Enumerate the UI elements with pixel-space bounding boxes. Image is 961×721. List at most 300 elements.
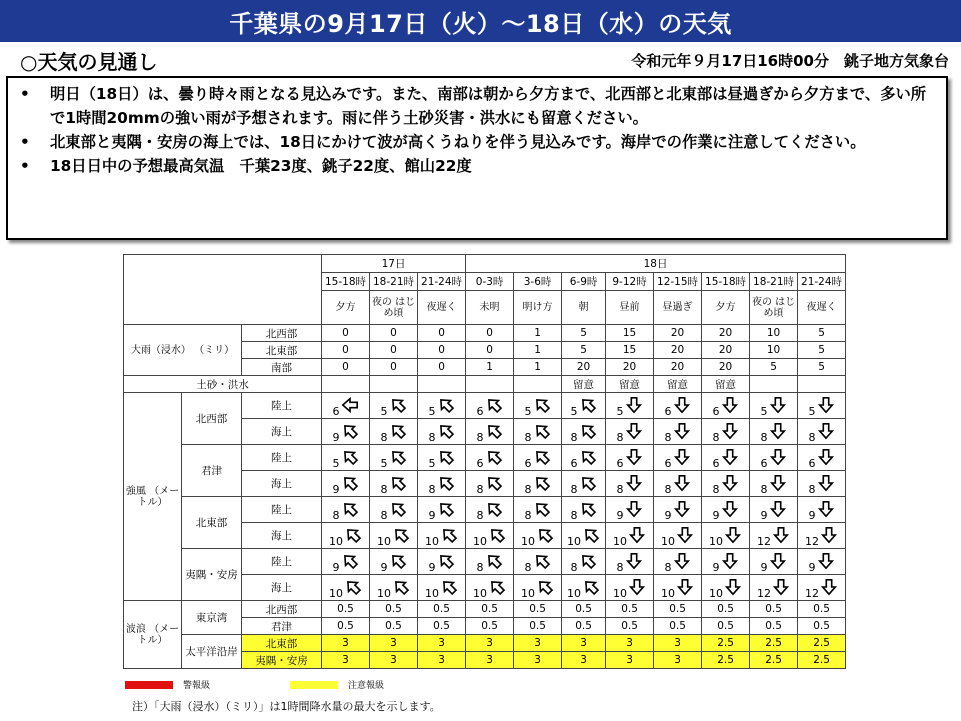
wind-speed: 10 (613, 586, 628, 600)
wind-cell (798, 523, 846, 549)
land-label: 陸上 (242, 445, 322, 471)
wind-cell (322, 471, 370, 497)
wind-speed: 10 (521, 534, 536, 548)
wind-value (750, 446, 797, 470)
wind-speed: 10 (425, 534, 440, 548)
period-header: 夕方 (322, 291, 370, 325)
wind-value (370, 524, 417, 548)
wind-value (370, 420, 417, 444)
wind-speed: 9 (712, 560, 720, 574)
wind-arrow-icon (389, 396, 407, 414)
wind-speed: 10 (567, 534, 582, 548)
land-label: 陸上 (242, 549, 322, 575)
wind-speed: 10 (521, 586, 536, 600)
wind-value (322, 498, 369, 522)
wind-arrow-icon (579, 500, 597, 518)
wind-arrow-icon (817, 448, 835, 466)
wind-arrow-icon (440, 526, 458, 544)
wind-value (702, 394, 749, 418)
bullet-item (20, 154, 936, 178)
landslide-value: 留意 (702, 376, 750, 393)
rain-value: 0 (322, 359, 370, 376)
area-label: 北東部 (242, 342, 322, 359)
day-header: 17日 (322, 255, 466, 273)
wind-cell (466, 549, 514, 575)
wind-arrow-icon (772, 526, 790, 544)
wind-cell (562, 575, 606, 601)
wave-value: 3 (562, 652, 606, 669)
wind-value (562, 498, 605, 522)
area-label: 夷隅・安房 (182, 549, 242, 601)
wind-cell (606, 523, 654, 549)
wind-arrow-icon (772, 578, 790, 596)
wind-value (606, 472, 653, 496)
wave-value: 3 (322, 635, 370, 652)
rain-value: 0 (370, 342, 418, 359)
wave-value: 0.5 (750, 618, 798, 635)
wind-cell (418, 497, 466, 523)
period-header: 未明 (466, 291, 514, 325)
wind-cell (322, 523, 370, 549)
rain-value: 0 (370, 325, 418, 342)
bullet-item (20, 130, 936, 154)
wind-cell (654, 419, 702, 445)
wind-value (466, 472, 513, 496)
wind-speed: 6 (664, 404, 672, 418)
wind-speed: 5 (380, 456, 388, 470)
wind-arrow-icon (721, 448, 739, 466)
wind-arrow-icon (724, 578, 742, 596)
wind-value (702, 472, 749, 496)
wind-cell (370, 471, 418, 497)
wind-value (466, 550, 513, 574)
time-header: 6-9時 (562, 273, 606, 291)
wind-cell (702, 393, 750, 419)
wave-label: 波浪 （メートル） (124, 601, 182, 669)
wind-arrow-icon (724, 526, 742, 544)
wave-value: 2.5 (798, 635, 846, 652)
wave-value: 0.5 (466, 601, 514, 618)
wind-speed: 5 (616, 404, 624, 418)
wind-cell (606, 393, 654, 419)
wave-value: 0.5 (418, 601, 466, 618)
wind-value (702, 576, 749, 600)
wind-arrow-icon (485, 552, 503, 570)
wind-arrow-icon (533, 552, 551, 570)
rain-value: 20 (562, 359, 606, 376)
wind-speed: 8 (428, 430, 436, 444)
wind-arrow-icon (579, 448, 597, 466)
wind-speed: 6 (524, 456, 532, 470)
wind-value (418, 524, 465, 548)
wind-value (750, 498, 797, 522)
wind-cell (606, 419, 654, 445)
wind-arrow-icon (673, 500, 691, 518)
wind-cell (466, 497, 514, 523)
rain-value: 0 (418, 325, 466, 342)
wave-value: 3 (418, 635, 466, 652)
wind-arrow-icon (341, 422, 359, 440)
table-row (124, 376, 894, 393)
wind-arrow-icon (628, 578, 646, 596)
wave-value: 3 (514, 652, 562, 669)
wind-speed: 8 (616, 482, 624, 496)
wind-cell (750, 575, 798, 601)
time-header: 0-3時 (466, 273, 514, 291)
wind-speed: 6 (760, 456, 768, 470)
bullet-mark: • (20, 157, 30, 175)
wave-value: 3 (654, 652, 702, 669)
wind-arrow-icon (769, 396, 787, 414)
wind-cell (562, 497, 606, 523)
wind-value (702, 498, 749, 522)
wind-speed: 8 (616, 430, 624, 444)
wind-arrow-icon (533, 474, 551, 492)
wind-value (606, 394, 653, 418)
wind-arrow-icon (533, 500, 551, 518)
wind-speed: 10 (567, 586, 582, 600)
wind-cell (562, 549, 606, 575)
table-row (124, 635, 894, 652)
area-label: 北東部 (242, 635, 322, 652)
wind-arrow-icon (389, 474, 407, 492)
wave-value: 0.5 (370, 618, 418, 635)
period-header: 夜の はじめ頃 (750, 291, 798, 325)
wind-value (466, 576, 513, 600)
wind-value (750, 394, 797, 418)
wind-speed: 8 (760, 482, 768, 496)
wind-arrow-icon (582, 578, 600, 596)
wind-value (750, 524, 797, 548)
wind-value (322, 576, 369, 600)
wind-value (654, 420, 701, 444)
wind-value (466, 498, 513, 522)
table-row (124, 393, 894, 419)
wind-value (798, 498, 845, 522)
wind-arrow-icon (676, 526, 694, 544)
wind-arrow-icon (721, 552, 739, 570)
time-header: 15-18時 (322, 273, 370, 291)
sea-label: 海上 (242, 471, 322, 497)
wind-speed: 8 (524, 430, 532, 444)
wave-value: 0.5 (322, 618, 370, 635)
wind-arrow-icon (673, 552, 691, 570)
wind-value (606, 524, 653, 548)
wind-value (418, 550, 465, 574)
wave-value: 2.5 (750, 635, 798, 652)
wind-speed: 10 (661, 586, 676, 600)
time-header: 18-21時 (370, 273, 418, 291)
wave-value: 3 (606, 652, 654, 669)
wind-cell (702, 497, 750, 523)
wind-cell (514, 419, 562, 445)
rain-value: 5 (750, 359, 798, 376)
wind-cell (750, 497, 798, 523)
wind-speed: 9 (712, 508, 720, 522)
table-row (124, 601, 894, 618)
wind-value (606, 446, 653, 470)
wind-speed: 6 (664, 456, 672, 470)
rain-value: 5 (798, 325, 846, 342)
wind-speed: 8 (808, 430, 816, 444)
wind-speed: 6 (712, 456, 720, 470)
wind-arrow-icon (817, 396, 835, 414)
wind-speed: 9 (332, 430, 340, 444)
wind-value (562, 420, 605, 444)
wind-value (606, 576, 653, 600)
wind-cell (418, 393, 466, 419)
wind-speed: 8 (476, 560, 484, 574)
wind-speed: 10 (329, 534, 344, 548)
wind-speed: 6 (808, 456, 816, 470)
wind-value (418, 472, 465, 496)
wave-value: 3 (514, 635, 562, 652)
bullet-mark: • (20, 85, 30, 103)
wind-arrow-icon (673, 396, 691, 414)
wind-arrow-icon (769, 552, 787, 570)
table-row (124, 549, 894, 575)
wind-arrow-icon (392, 526, 410, 544)
wave-value: 3 (322, 652, 370, 669)
day-header: 18日 (466, 255, 846, 273)
period-header: 夜の はじめ頃 (370, 291, 418, 325)
land-label: 陸上 (242, 497, 322, 523)
wind-arrow-icon (817, 500, 835, 518)
wind-cell (562, 445, 606, 471)
wind-cell (606, 549, 654, 575)
wind-cell (562, 523, 606, 549)
wind-speed: 9 (428, 560, 436, 574)
rain-value: 15 (606, 325, 654, 342)
wind-cell (654, 575, 702, 601)
wind-cell (370, 549, 418, 575)
wind-value (466, 524, 513, 548)
rain-value: 0 (370, 359, 418, 376)
rain-value: 0 (322, 342, 370, 359)
wind-cell (370, 575, 418, 601)
area-label: 北西部 (182, 393, 242, 445)
wind-cell (750, 549, 798, 575)
wave-value: 0.5 (370, 601, 418, 618)
rain-value: 0 (322, 325, 370, 342)
rain-value: 20 (702, 325, 750, 342)
wind-cell (562, 419, 606, 445)
wind-cell (322, 549, 370, 575)
wind-speed: 8 (616, 560, 624, 574)
wind-value (514, 576, 561, 600)
wind-value (322, 420, 369, 444)
wind-cell (466, 523, 514, 549)
wind-cell (654, 393, 702, 419)
wind-speed: 12 (805, 586, 820, 600)
wave-value: 3 (606, 635, 654, 652)
wind-value (750, 472, 797, 496)
wind-cell (370, 523, 418, 549)
rain-value: 1 (514, 325, 562, 342)
area-label: 北西部 (242, 601, 322, 618)
wind-value (418, 446, 465, 470)
wind-arrow-icon (341, 500, 359, 518)
wind-speed: 10 (661, 534, 676, 548)
wave-value: 0.5 (466, 618, 514, 635)
wind-arrow-icon (625, 474, 643, 492)
wave-value: 0.5 (750, 601, 798, 618)
legend-advisory-swatch (290, 681, 338, 689)
wave-value: 3 (370, 635, 418, 652)
wind-arrow-icon (389, 448, 407, 466)
wind-speed: 8 (380, 430, 388, 444)
rain-value: 20 (654, 325, 702, 342)
wind-speed: 9 (380, 560, 388, 574)
period-header: 昼過ぎ (654, 291, 702, 325)
wind-speed: 8 (808, 482, 816, 496)
wind-arrow-icon (579, 474, 597, 492)
wind-speed: 10 (377, 534, 392, 548)
area-label: 夷隅・安房 (242, 652, 322, 669)
wind-arrow-icon (625, 422, 643, 440)
landslide-value: 留意 (654, 376, 702, 393)
wind-cell (418, 419, 466, 445)
legend-warning-label: 警報級 (183, 681, 211, 691)
wave-value: 3 (418, 652, 466, 669)
wind-value (514, 394, 561, 418)
wind-value (654, 524, 701, 548)
wind-arrow-icon (437, 448, 455, 466)
rain-value: 15 (606, 342, 654, 359)
legend-advisory-label: 注意報級 (348, 681, 385, 691)
wind-value (654, 394, 701, 418)
wind-value (514, 550, 561, 574)
wind-cell (750, 523, 798, 549)
wind-cell (514, 445, 562, 471)
rain-value: 1 (514, 342, 562, 359)
wave-value: 2.5 (750, 652, 798, 669)
wave-value: 0.5 (514, 618, 562, 635)
wind-cell (798, 575, 846, 601)
wind-speed: 8 (524, 482, 532, 496)
wind-value (418, 394, 465, 418)
wind-value (418, 498, 465, 522)
wind-value (798, 394, 845, 418)
wind-speed: 8 (380, 508, 388, 522)
rain-value: 5 (562, 325, 606, 342)
wind-value (606, 550, 653, 574)
wind-value (370, 576, 417, 600)
wind-cell (750, 419, 798, 445)
wind-value (798, 550, 845, 574)
wind-cell (654, 445, 702, 471)
wind-speed: 9 (664, 508, 672, 522)
wind-arrow-icon (437, 500, 455, 518)
wind-speed: 8 (524, 508, 532, 522)
wind-cell (418, 471, 466, 497)
time-header: 12-15時 (654, 273, 702, 291)
wind-arrow-icon (625, 396, 643, 414)
time-header: 3-6時 (514, 273, 562, 291)
wind-speed: 5 (380, 404, 388, 418)
wind-value (798, 446, 845, 470)
rain-value: 0 (418, 359, 466, 376)
rain-value: 0 (418, 342, 466, 359)
wave-value: 0.5 (606, 601, 654, 618)
wind-arrow-icon (488, 578, 506, 596)
landslide-value (466, 376, 514, 393)
wave-value: 0.5 (798, 618, 846, 635)
wind-value (562, 472, 605, 496)
wind-speed: 8 (712, 430, 720, 444)
wind-arrow-icon (341, 552, 359, 570)
wind-speed: 9 (808, 508, 816, 522)
wind-speed: 8 (664, 430, 672, 444)
wind-cell (798, 549, 846, 575)
wind-arrow-icon (628, 526, 646, 544)
wind-speed: 8 (476, 508, 484, 522)
wind-value (370, 498, 417, 522)
wind-speed: 5 (428, 456, 436, 470)
wind-speed: 9 (428, 508, 436, 522)
wind-speed: 10 (709, 586, 724, 600)
wind-cell (418, 549, 466, 575)
wind-value (562, 576, 605, 600)
wind-arrow-icon (721, 422, 739, 440)
rain-value: 20 (654, 359, 702, 376)
wind-arrow-icon (579, 422, 597, 440)
rain-value: 5 (798, 359, 846, 376)
wave-value: 0.5 (322, 601, 370, 618)
wind-speed: 10 (613, 534, 628, 548)
wind-value (798, 576, 845, 600)
wind-speed: 10 (425, 586, 440, 600)
rain-value: 0 (466, 342, 514, 359)
wind-cell (322, 445, 370, 471)
wind-arrow-icon (344, 578, 362, 596)
wind-value (562, 446, 605, 470)
wind-cell (322, 393, 370, 419)
wind-value (466, 446, 513, 470)
wave-value: 0.5 (514, 601, 562, 618)
wind-speed: 9 (332, 482, 340, 496)
wind-cell (750, 445, 798, 471)
wind-value (750, 420, 797, 444)
wind-speed: 5 (808, 404, 816, 418)
wind-speed: 10 (473, 586, 488, 600)
forecast-table (123, 254, 894, 669)
wind-arrow-icon (392, 578, 410, 596)
wind-value (322, 524, 369, 548)
wind-cell (562, 393, 606, 419)
legend (125, 678, 384, 691)
wind-cell (654, 497, 702, 523)
wave-value: 3 (370, 652, 418, 669)
wind-cell (466, 419, 514, 445)
wind-value (514, 498, 561, 522)
rain-value: 10 (750, 325, 798, 342)
wind-cell (514, 393, 562, 419)
wind-cell (370, 497, 418, 523)
wind-cell (654, 549, 702, 575)
wind-cell (466, 471, 514, 497)
wind-arrow-icon (389, 500, 407, 518)
wind-speed: 10 (377, 586, 392, 600)
rain-value: 20 (654, 342, 702, 359)
wind-value (654, 446, 701, 470)
table-row (124, 497, 894, 523)
wind-arrow-icon (673, 474, 691, 492)
wind-cell (322, 497, 370, 523)
wind-arrow-icon (485, 500, 503, 518)
table-row (124, 255, 894, 273)
wind-arrow-icon (673, 422, 691, 440)
